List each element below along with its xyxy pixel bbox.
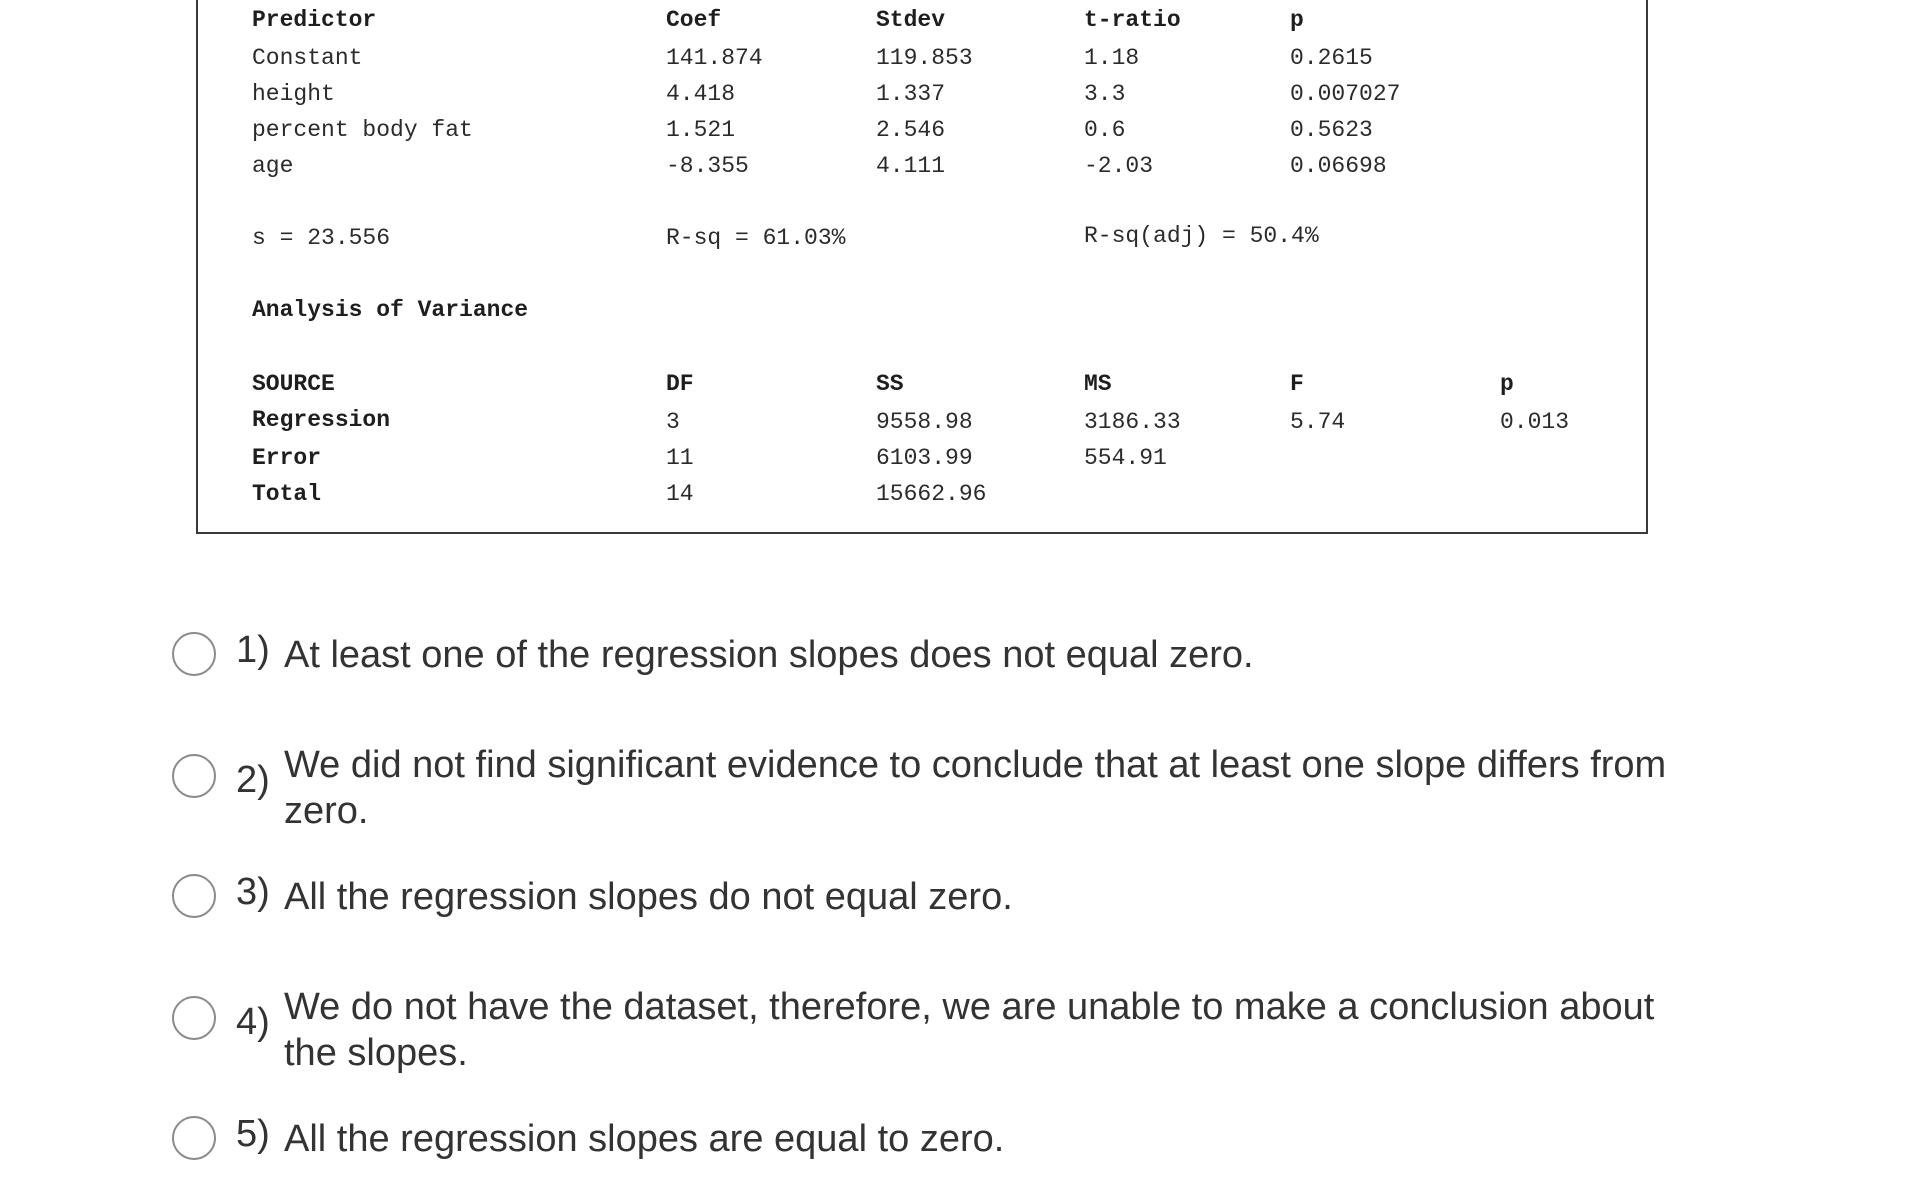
- s-statistic: s = 23.556: [252, 225, 391, 251]
- t-ratio-value: 3.3: [1084, 81, 1126, 107]
- anova-df: 11: [666, 445, 694, 471]
- option-text: All the regression slopes are equal to zero.: [284, 1118, 1005, 1160]
- p-value: 0.06698: [1290, 153, 1387, 179]
- stdev-value: 2.546: [876, 117, 946, 143]
- stdev-value: 1.337: [876, 81, 946, 107]
- radio-button[interactable]: [172, 632, 216, 676]
- p-value: 0.5623: [1290, 117, 1373, 143]
- predictor-name: percent body fat: [252, 117, 473, 143]
- anova-col-header-f: F: [1290, 371, 1304, 397]
- anova-col-header-p: p: [1500, 371, 1514, 397]
- regression-output-panel: [196, 0, 1648, 534]
- anova-f: 5.74: [1290, 409, 1346, 435]
- coef-value: 141.874: [666, 45, 763, 71]
- anova-ss: 9558.98: [876, 409, 973, 435]
- option-number: 4): [236, 1001, 270, 1043]
- radio-button[interactable]: [172, 874, 216, 918]
- option-text: At least one of the regression slopes does not equal zero.: [284, 634, 1254, 676]
- anova-df: 14: [666, 481, 694, 507]
- t-ratio-value: 1.18: [1084, 45, 1140, 71]
- anova-source: Regression: [252, 407, 391, 433]
- stdev-value: 4.111: [876, 153, 946, 179]
- t-ratio-value: 0.6: [1084, 117, 1126, 143]
- predictor-name: height: [252, 81, 335, 107]
- anova-col-header-df: DF: [666, 371, 694, 397]
- stdev-value: 119.853: [876, 45, 973, 71]
- col-header-coef: Coef: [666, 7, 722, 33]
- col-header-p: p: [1290, 7, 1304, 33]
- anova-ms: 3186.33: [1084, 409, 1181, 435]
- col-header-predictor: Predictor: [252, 7, 377, 33]
- coef-value: 4.418: [666, 81, 736, 107]
- coef-value: -8.355: [666, 153, 749, 179]
- anova-source: Total: [252, 481, 322, 507]
- anova-col-header-source: SOURCE: [252, 371, 335, 397]
- option-number: 3): [236, 871, 270, 913]
- radio-button[interactable]: [172, 1116, 216, 1160]
- anova-ms: 554.91: [1084, 445, 1167, 471]
- t-ratio-value: -2.03: [1084, 153, 1154, 179]
- anova-col-header-ms: MS: [1084, 371, 1112, 397]
- option-text: We did not find significant evidence to conclude that at least one slope differs from zero.: [284, 744, 1667, 832]
- r-squared-adjusted: R-sq(adj) = 50.4%: [1084, 223, 1319, 249]
- option-text: We do not have the dataset, therefore, we are unable to make a conclusion about the slopes.: [284, 986, 1655, 1074]
- anova-title: Analysis of Variance: [252, 297, 529, 323]
- predictor-name: age: [252, 153, 294, 179]
- p-value: 0.2615: [1290, 45, 1373, 71]
- option-number: 2): [236, 759, 270, 801]
- anova-ss: 15662.96: [876, 481, 987, 507]
- anova-ss: 6103.99: [876, 445, 973, 471]
- r-squared: R-sq = 61.03%: [666, 225, 846, 251]
- col-header-t-ratio: t-ratio: [1084, 7, 1181, 33]
- option-text: All the regression slopes do not equal zero.: [284, 876, 1013, 918]
- anova-source: Error: [252, 445, 322, 471]
- option-number: 1): [236, 629, 270, 671]
- coef-value: 1.521: [666, 117, 736, 143]
- radio-button[interactable]: [172, 996, 216, 1040]
- predictor-name: Constant: [252, 45, 363, 71]
- anova-df: 3: [666, 409, 680, 435]
- option-number: 5): [236, 1113, 270, 1155]
- anova-col-header-ss: SS: [876, 371, 904, 397]
- radio-button[interactable]: [172, 754, 216, 798]
- col-header-stdev: Stdev: [876, 7, 946, 33]
- anova-p: 0.013: [1500, 409, 1570, 435]
- p-value: 0.007027: [1290, 81, 1401, 107]
